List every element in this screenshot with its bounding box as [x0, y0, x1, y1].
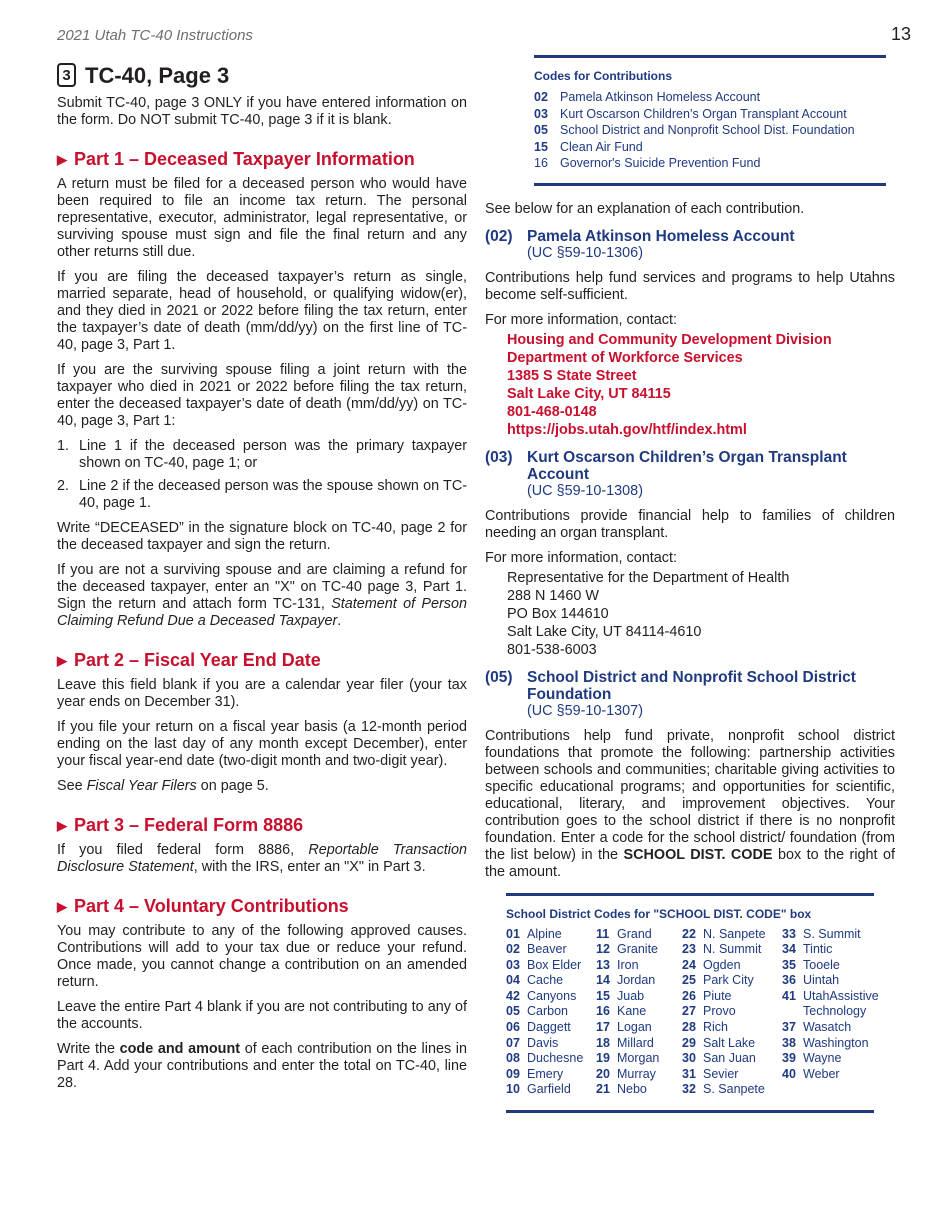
part4-paragraph	[57, 1041, 467, 1092]
code-name: Pamela Atkinson Homeless Account	[560, 90, 761, 104]
contribution-title: Kurt Oscarson Children’s Organ Transplant Account	[527, 448, 847, 483]
text-run: If you are not a surviving spouse and are claiming a refund for the deceased taxpayer, enter an "X" on TC-40 page 3, Part 1. Sign the return and attach form TC-131,	[57, 562, 467, 612]
school-district-name: Morgan	[617, 1051, 660, 1066]
text-run: If you filed federal form 8886,	[57, 842, 309, 858]
list-text: Line 2 if the deceased person was the spouse shown on TC-40, page 1.	[79, 478, 467, 511]
contact-block	[507, 331, 895, 439]
part4-paragraph: You may contribute to any of the following approved causes. Contributions will add to your tax due or reduce your refund. Once made, you cannot change a contribution on an amended return.	[57, 923, 467, 990]
see-below-text: See below for an explanation of each contribution.	[485, 200, 805, 217]
school-code-item	[682, 973, 782, 989]
text-run: .	[337, 613, 342, 629]
school-code-number: 29	[682, 1035, 696, 1050]
part1-line-list	[57, 438, 467, 512]
part4-heading	[57, 898, 467, 915]
school-district-name: Daggett	[527, 1020, 571, 1035]
school-code-item	[506, 989, 596, 1005]
school-district-name: Weber	[803, 1066, 840, 1081]
school-code-item	[682, 1004, 782, 1020]
statute-citation: (UC §59-10-1307)	[527, 702, 643, 719]
contribution-codes-box	[534, 55, 886, 186]
part4-heading-text: Part 4 – Voluntary Contributions	[74, 896, 349, 916]
contact-line: Department of Workforce Services	[507, 349, 743, 366]
school-district-name: Park City	[703, 973, 754, 988]
school-code-item	[506, 1004, 596, 1020]
school-code-number: 01	[506, 926, 520, 941]
school-code-number: 10	[506, 1082, 520, 1097]
school-code-item	[596, 942, 682, 958]
school-district-name: Carbon	[527, 1004, 568, 1019]
school-district-name: Piute	[703, 988, 732, 1003]
school-code-number: 15	[596, 988, 610, 1003]
school-code-number: 32	[682, 1082, 696, 1097]
school-code-item	[596, 1082, 682, 1098]
school-district-name: Duchesne	[527, 1051, 584, 1066]
part1-paragraph: If you are filing the deceased taxpayer’s return as single, married separate, head of household, or qualifying widow(er), and they died in 2021 or 2022 before filing the tax return, enter the taxpayer’s date of death (mm/dd/yy) on the first line of TC-40, page 3, Part 1.	[57, 269, 467, 353]
code-row	[534, 155, 886, 172]
text-run: box to the right of the amount.	[485, 846, 895, 880]
school-code-number: 30	[682, 1051, 696, 1066]
part2-paragraph: If you file your return on a fiscal year basis (a 12-month period ending on the last day of any month except December), enter your fiscal year-end date (two-digit month and two-digit year).	[57, 719, 467, 769]
school-code-number: 42	[506, 988, 520, 1003]
intro-text: Submit TC-40, page 3 ONLY if you have entered information on the form. Do NOT submit TC-40, page 3 if it is blank.	[57, 95, 467, 128]
code-name: Kurt Oscarson Children’s Organ Transplant Account	[560, 106, 847, 121]
school-code-item	[782, 927, 874, 943]
school-code-item	[682, 1051, 782, 1067]
code-number: 15	[534, 139, 548, 154]
contact-line: 288 N 1460 W	[507, 587, 599, 604]
school-code-item	[682, 1067, 782, 1083]
school-codes-column	[596, 927, 682, 1099]
school-code-item	[506, 1036, 596, 1052]
page-title-row	[57, 63, 467, 87]
code-row	[534, 106, 886, 123]
school-code-number: 28	[682, 1020, 696, 1035]
school-district-name: N. Summit	[703, 942, 762, 957]
school-code-item	[682, 958, 782, 974]
contact-line: PO Box 144610	[507, 605, 609, 622]
school-code-number: 33	[782, 926, 796, 941]
text-run: Write the	[57, 1041, 120, 1057]
part1-paragraph: If you are the surviving spouse filing a joint return with the taxpayer who died in 2021 or 2022 before filing the tax return, enter the deceased taxpayer’s date of death (mm/dd/yy) on TC-40, page 3, Part 1:	[57, 362, 467, 429]
school-code-item	[506, 1067, 596, 1083]
school-code-number: 02	[506, 942, 520, 957]
code-name: Clean Air Fund	[560, 139, 643, 154]
page-number: 13	[891, 24, 912, 44]
school-code-item	[506, 1051, 596, 1067]
school-district-name: Box Elder	[527, 957, 582, 972]
school-code-item	[682, 1082, 782, 1098]
triangle-bullet-icon: ▶	[57, 818, 67, 833]
school-code-item	[596, 989, 682, 1005]
list-item	[57, 478, 467, 512]
school-district-name: S. Summit	[803, 926, 861, 941]
school-district-name: Granite	[617, 942, 658, 957]
code-number: 03	[534, 106, 548, 121]
form-title-italic: Statement of Person Claiming Refund Due a Deceased Taxpayer	[57, 596, 467, 629]
school-district-name: Wayne	[803, 1051, 842, 1066]
school-code-item	[782, 973, 874, 989]
bold-text: code and amount	[119, 1041, 241, 1057]
school-code-number: 17	[596, 1020, 610, 1035]
school-code-item	[596, 1051, 682, 1067]
contact-line: Housing and Community Development Division	[507, 331, 832, 348]
contact-line: 801-468-0148	[507, 403, 597, 420]
contact-block	[507, 569, 895, 659]
school-district-name: Wasatch	[803, 1020, 852, 1035]
contribution-title: Pamela Atkinson Homeless Account	[527, 227, 795, 245]
code-row	[534, 139, 886, 156]
school-code-number: 12	[596, 942, 610, 957]
part1-heading	[57, 151, 467, 168]
contact-label: For more information, contact:	[485, 549, 677, 566]
school-district-name: N. Sanpete	[703, 926, 766, 941]
school-district-name: Davis	[527, 1035, 559, 1050]
school-code-number: 16	[596, 1004, 610, 1019]
list-text: Line 1 if the deceased person was the primary taxpayer shown on TC-40, page 1; or	[79, 438, 467, 471]
school-code-number: 19	[596, 1051, 610, 1066]
part2-heading-text: Part 2 – Fiscal Year End Date	[74, 650, 321, 670]
school-district-name: Emery	[527, 1066, 564, 1081]
triangle-bullet-icon: ▶	[57, 653, 67, 668]
contribution-code: (05)	[485, 668, 513, 686]
code-name: School District and Nonprofit School Dist. Foundation	[560, 123, 855, 137]
school-district-name: Sevier	[703, 1066, 739, 1081]
school-district-name: Uintah	[803, 973, 840, 988]
text-run: on page 5.	[196, 778, 269, 794]
school-district-name: Murray	[617, 1066, 656, 1081]
contact-line: Salt Lake City, UT 84115	[507, 385, 671, 402]
school-code-number: 20	[596, 1066, 610, 1081]
school-district-name: S. Sanpete	[703, 1082, 765, 1097]
school-code-number: 21	[596, 1082, 610, 1097]
school-code-number: 34	[782, 942, 796, 957]
contribution-03-heading	[485, 449, 895, 500]
school-code-item	[682, 927, 782, 943]
school-district-name: Ogden	[703, 957, 741, 972]
school-code-item	[506, 1020, 596, 1036]
school-district-name: Garfield	[527, 1082, 571, 1097]
school-code-item	[506, 973, 596, 989]
left-column	[57, 60, 467, 1100]
part2-heading	[57, 652, 467, 669]
text-run: See	[57, 778, 87, 794]
school-codes-column	[682, 927, 782, 1099]
school-box-title: School District Codes for "SCHOOL DIST. CODE" box	[506, 906, 812, 921]
text-run: Contributions help fund private, nonprofit school district foundations that promote the following: partnership activities between schools and communities; charitable giving activities to specific educational programs; and opportunities for scientific, educational, literary, and improvement objectives. Your contribution goes to the school district if there is no nonprofit foundation. Enter a code for the school district/ foundation (from the list below) in the	[485, 727, 895, 863]
school-district-name: Provo	[703, 1004, 736, 1019]
code-row	[534, 89, 886, 106]
school-district-name: Cache	[527, 973, 564, 988]
right-column	[485, 55, 895, 1113]
school-district-name: Juab	[617, 988, 645, 1003]
school-code-number: 40	[782, 1066, 796, 1081]
part1-heading-text: Part 1 – Deceased Taxpayer Information	[74, 149, 415, 169]
part4-paragraph: Leave the entire Part 4 blank if you are not contributing to any of the accounts.	[57, 999, 467, 1032]
page-number-icon: 3	[57, 63, 76, 87]
school-code-number: 23	[682, 942, 696, 957]
school-district-name: Alpine	[527, 926, 562, 941]
contact-line: 1385 S State Street	[507, 367, 637, 384]
page-title: TC-40, Page 3	[85, 62, 230, 88]
school-code-number: 36	[782, 973, 796, 988]
contribution-code: (02)	[485, 227, 513, 245]
code-number: 02	[534, 90, 548, 104]
school-code-number: 26	[682, 988, 696, 1003]
school-district-name: Jordan	[617, 973, 656, 988]
school-code-item	[506, 958, 596, 974]
list-item	[57, 438, 467, 472]
school-codes-column	[782, 926, 879, 1099]
school-district-name: Salt Lake	[703, 1035, 756, 1050]
school-code-number: 22	[682, 926, 696, 941]
contribution-description: Contributions provide financial help to families of children needing an organ transplant.	[485, 507, 895, 541]
part3-heading	[57, 817, 467, 834]
school-code-number: 13	[596, 957, 610, 972]
school-code-item	[782, 1020, 874, 1036]
school-code-number: 41	[782, 988, 796, 1003]
school-district-name: Rich	[703, 1020, 729, 1035]
school-code-item	[682, 1036, 782, 1052]
part1-paragraph: A return must be filed for a deceased person who would have been required to file an income tax return. The personal representative, executor, administrator, legal representative, or surviving spouse must sign and file the final return and any other returns still due.	[57, 176, 467, 260]
school-district-name: Washington	[803, 1035, 869, 1050]
contact-line: 801-538-6003	[507, 641, 597, 658]
statute-citation: (UC §59-10-1308)	[527, 482, 643, 499]
part1-refund-paragraph	[57, 562, 467, 630]
code-name: Governor's Suicide Prevention Fund	[560, 156, 761, 170]
school-district-name: Tintic	[803, 942, 833, 957]
reference-italic: Fiscal Year Filers	[86, 778, 197, 794]
school-code-number: 27	[682, 1004, 696, 1019]
list-number: 2.	[57, 478, 70, 494]
code-number: 16	[534, 156, 548, 170]
contact-url: https://jobs.utah.gov/htf/index.html	[507, 421, 747, 438]
form-title-italic: Reportable Transaction Disclosure Statement	[57, 842, 467, 875]
school-code-item	[682, 1020, 782, 1036]
school-code-item	[782, 1036, 874, 1052]
school-district-name: Grand	[617, 926, 652, 941]
part1-paragraph: Write “DECEASED” in the signature block on TC-40, page 2 for the deceased taxpayer and sign the return.	[57, 520, 467, 553]
codes-box-title: Codes for Contributions	[534, 69, 672, 83]
school-code-number: 24	[682, 957, 696, 972]
text-run: of each contribution on the lines in Part 4. Add your contributions and enter the total on TC-40, line 28.	[57, 1041, 467, 1091]
text-run: , with the IRS, enter an "X" in Part 3.	[193, 859, 426, 875]
school-code-item	[782, 988, 879, 1020]
school-code-number: 35	[782, 957, 796, 972]
contribution-05-heading	[485, 669, 895, 720]
school-code-item	[506, 942, 596, 958]
school-code-item	[596, 973, 682, 989]
contact-line: Salt Lake City, UT 84114-4610	[507, 623, 702, 640]
part3-heading-text: Part 3 – Federal Form 8886	[74, 815, 304, 835]
school-code-number: 14	[596, 973, 610, 988]
school-code-number: 04	[506, 973, 520, 988]
school-code-number: 38	[782, 1035, 796, 1050]
contribution-02-heading	[485, 228, 895, 262]
contact-label: For more information, contact:	[485, 311, 677, 328]
contribution-code: (03)	[485, 448, 513, 466]
school-codes-grid	[506, 926, 879, 1099]
school-district-name: San Juan	[703, 1051, 756, 1066]
part2-see-reference	[57, 778, 467, 795]
school-code-item	[506, 927, 596, 943]
school-code-item	[782, 958, 874, 974]
school-code-item	[782, 1067, 874, 1083]
contribution-description: Contributions help fund services and programs to help Utahns become self-sufficient.	[485, 269, 895, 303]
school-district-name: Kane	[617, 1004, 647, 1019]
school-code-item	[596, 1036, 682, 1052]
bold-text: SCHOOL DIST. CODE	[623, 846, 773, 863]
code-number: 05	[534, 123, 548, 137]
school-code-number: 07	[506, 1035, 520, 1050]
school-code-number: 11	[596, 926, 610, 941]
running-header: 2021 Utah TC-40 Instructions	[57, 27, 253, 44]
school-district-codes-box	[506, 893, 879, 1114]
school-code-item	[596, 1067, 682, 1083]
school-code-item	[782, 942, 874, 958]
school-code-number: 39	[782, 1051, 796, 1066]
code-row	[534, 122, 886, 139]
school-code-number: 03	[506, 957, 520, 972]
school-code-item	[596, 1004, 682, 1020]
school-code-number: 06	[506, 1020, 520, 1035]
school-district-name: Nebo	[617, 1082, 647, 1097]
school-code-number: 25	[682, 973, 696, 988]
part2-paragraph: Leave this field blank if you are a calendar year filer (your tax year ends on December 31).	[57, 677, 467, 710]
school-district-name: Millard	[617, 1035, 654, 1050]
school-district-name: Tooele	[803, 957, 840, 972]
school-district-name: Canyons	[527, 988, 577, 1003]
part3-paragraph	[57, 842, 467, 876]
school-code-number: 18	[596, 1035, 610, 1050]
contribution-description	[485, 728, 895, 881]
contribution-title: School District and Nonprofit School District Foundation	[527, 668, 856, 703]
school-district-name: Logan	[617, 1020, 652, 1035]
school-code-item	[596, 927, 682, 943]
school-code-item	[682, 942, 782, 958]
school-code-number: 09	[506, 1066, 520, 1081]
school-code-item	[596, 1020, 682, 1036]
school-district-name: Iron	[617, 957, 639, 972]
school-code-number: 31	[682, 1066, 696, 1081]
school-district-name: UtahAssistive Technology	[803, 988, 879, 1019]
school-code-item	[596, 958, 682, 974]
school-code-item	[782, 1051, 874, 1067]
school-code-item	[506, 1082, 596, 1098]
school-district-name: Beaver	[527, 942, 567, 957]
list-number: 1.	[57, 438, 70, 454]
statute-citation: (UC §59-10-1306)	[527, 244, 643, 261]
contact-line: Representative for the Department of Health	[507, 569, 790, 586]
school-code-number: 37	[782, 1020, 796, 1035]
triangle-bullet-icon: ▶	[57, 152, 67, 167]
school-code-number: 08	[506, 1051, 520, 1066]
triangle-bullet-icon: ▶	[57, 899, 67, 914]
school-code-item	[682, 989, 782, 1005]
school-codes-column	[506, 927, 596, 1099]
school-code-number: 05	[506, 1004, 520, 1019]
